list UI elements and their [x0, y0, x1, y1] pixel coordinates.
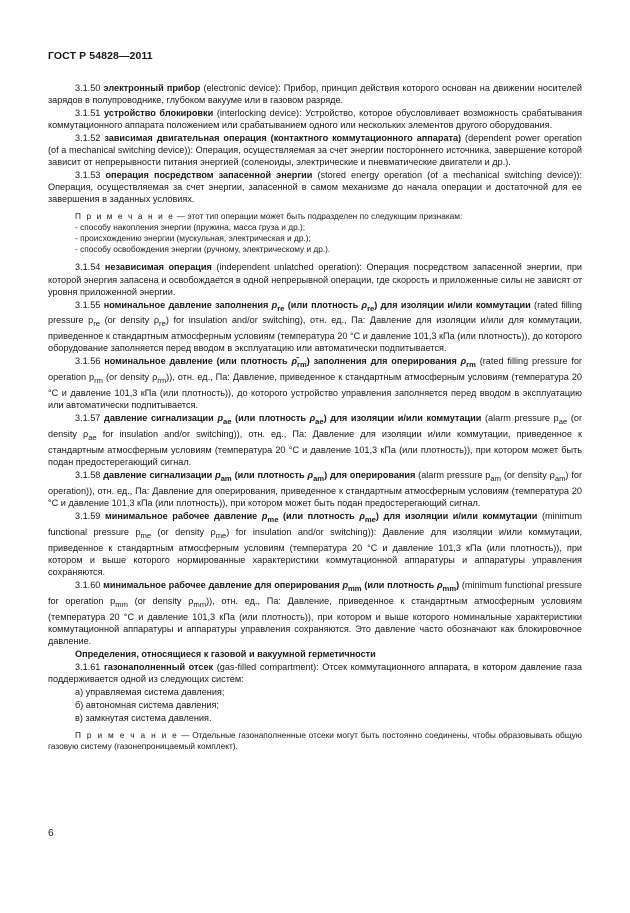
clause-3-1-54 [48, 261, 582, 297]
clause-text: (alarm pressure $p_{ae}$ (or density $\rho_{ae}$ for insulation and/or switching)), отн. ед., Па: Давление для изоляции и/или коммутации, приведенное к стандартным атмосферным условиям (температура 20 °С и давление 101,3 кПа (или плотность)), при котором может быть подан предостерегающий сигнал. [48, 413, 583, 468]
clause-term: операция посредством запасенной энергии [105, 170, 313, 181]
clause-term: газонаполненный отсек [103, 661, 214, 672]
note-text: — этот тип операции может быть подразделен по следующим признакам: [174, 211, 463, 222]
list-item: а) управляемая система давления; [75, 687, 225, 698]
clause-text: (dependent power operation (of a mechanical switching device)): Операция, осуществляемая за счет энергии постороннего источника, завершение которой зависит от непрерывности питания энергией (соленоиды, электрические и пневматические двигатели и др.). [48, 133, 583, 168]
document-header: ГОСТ Р 54828—2011 [48, 50, 153, 62]
clause-text: (minimum functional pressure $p_{me}$ (or density $\rho_{me}$) for insulation and/or switching)): Давление для изоляции и/или коммутации, приведенное к стандартным атмосферным условиям (температура 20 °С и давление 101,3 кПа (или плотность)), при котором и выше которого нормированные характеристики коммутационной аппаратуры и аппаратуры управления сохраняются. [48, 511, 582, 577]
clause-text: (independent unlatched operation): Операция посредством запасенной энергии, при которой энергия запасена и освобождается в одной непрерывной операции, где скорость и приложенные силы не зависят от уровня приложенной энергии. [48, 262, 582, 297]
clause-text: (gas-filled compartment): Отсек коммутационного аппарата, в котором давление газа поддерживается одной из следующих систем: [48, 661, 582, 684]
clause-text: (interlocking device): Устройство, которое обусловливает возможность срабатывания коммутационного аппарата положением или срабатыванием одного или нескольких элементов другого оборудования. [48, 108, 583, 131]
clause-term: устройство блокировки [104, 108, 214, 119]
note-label: П р и м е ч а н и е [75, 730, 179, 741]
clause-number: 3.1.59 [75, 511, 101, 522]
clause-3-1-51 [48, 107, 582, 131]
clause-term: электронный прибор [103, 83, 201, 93]
clause-number: 3.1.51 [75, 108, 101, 119]
clause-term: зависимая двигательная операция (контактного коммутационного аппарата) [104, 133, 462, 144]
page-number: 6 [48, 828, 54, 839]
clause-number: 3.1.53 [75, 170, 101, 181]
clause-3-1-59 [48, 510, 582, 578]
clause-term: минимальное рабочее давление для оперирования $p_{mm}$ (или плотность $\rho_{mm}$) [103, 580, 460, 593]
clause-text: (alarm pressure $p_{am}$ (or density $\rho_{am}$) for operation)), отн. ед., Па: Давление для оперирования, приведенное к стандартным атмосферным условиям (температура 20 °С и давление 101,3 кПа (или плотность)), при котором может быть подан предостерегающий сигнал. [48, 470, 582, 509]
note-list-item: - способу освобождения энергии (ручному, электрическому и др.). [75, 244, 331, 255]
clause-3-1-50 [48, 82, 582, 106]
clause-3-1-55 [48, 299, 582, 355]
clause-text: (minimum functional pressure for operation $p_{mm}$ (or density $\rho_{mm}$)), отн. ед., Па: Давление, приведенное к стандартным атмосферным условиям (температура 20 °С и давление 101,3 кПа (или плотность)), при котором и выше которого номинальные характеристики коммутационной аппаратуры и аппаратуры управления сохраняются. Это давление часто обозначают как блокировочное давление. [48, 580, 583, 646]
note-2 [48, 730, 582, 752]
clause-text: (stored energy operation (of a mechanical switching device)): Операция, осуществляемая за счет энергии, запасенной в самом механизме до начала операции и достаточной для ее завершения в заданных условиях. [48, 170, 582, 205]
clause-3-1-58 [48, 469, 582, 509]
clause-term: независимая операция [104, 262, 212, 273]
clause-term: давление сигнализации $p_{am}$ (или плотность $\rho_{am}$) для оперирования [103, 470, 416, 483]
clause-number: 3.1.55 [75, 299, 101, 310]
clause-3-1-57 [48, 412, 582, 468]
clause-3-1-56 [48, 355, 582, 411]
clause-number: 3.1.54 [75, 262, 101, 273]
clause-term: давление сигнализации $p_{ae}$ (или плотность $\rho_{ae}$) для изоляции и/или коммутации [104, 413, 482, 427]
clause-text: (rated filling pressure $p_{re}$ (or density $\rho_{re}$) for insulation and/or switching), отн. ед., Па: Давление для изоляции и/или для коммутации, приведенное к стандартным атмосферным условиям (температура 20 °С и давление 101,3 кПа (или плотность)), до которого оборудование заполняется перед вводом в эксплуатацию или автоматически подпитывается. [48, 299, 582, 354]
clause-3-1-53 [48, 169, 582, 205]
document-body [48, 82, 582, 758]
clause-number: 3.1.57 [75, 413, 101, 424]
clause-term: номинальное давление (или плотность $\rhō_{rm}$) заполнения для оперирования $\rho_{rm}$ [104, 356, 476, 370]
clause-3-1-52 [48, 132, 582, 168]
clause-number: 3.1.52 [75, 133, 101, 144]
clause-term: номинальное давление заполнения $p_{re}$ (или плотность $\rho_{re}$) для изоляции и/или коммутации [103, 299, 531, 313]
clause-text: (rated filling pressure for operation $p_{rm}$ (or density $\rho_{rm}$)), отн. ед., Па: Давление, приведенное к стандартным атмосферным условиям (температура 20 °С и давление 101,3 кПа (или плотность)), до которого устройство управления заполняется перед вводом в эксплуатацию или автоматически подпитывается. [48, 356, 582, 411]
clause-number: 3.1.58 [75, 470, 101, 481]
clause-3-1-61 [48, 661, 582, 685]
note-list-item: - происхождению энергии (мускульная, электрическая и др.); [75, 233, 311, 244]
note-line [48, 211, 582, 222]
clause-number: 3.1.60 [75, 580, 101, 590]
list-item: б) автономная система давления; [75, 700, 219, 711]
section-heading: Определения, относящиеся к газовой и вакуумной герметичности [75, 648, 376, 659]
note-line [48, 730, 582, 752]
note-text: — Отдельные газонаполненные отсеки могут быть постоянно соединены, чтобы образовывать общую газовую систему (газонепроницаемый комплект). [48, 730, 583, 752]
note-1 [48, 211, 582, 255]
note-list-item: - способу накопления энергии (пружина, масса груза и др.); [75, 222, 306, 233]
note-label: П р и м е ч а н и е [75, 211, 175, 222]
clause-number: 3.1.50 [75, 83, 101, 93]
clause-text: (electronic device): Прибор, принцип действия которого основан на движении носителей зарядов в полупроводнике, глубоком вакууме или в газовом разряде. [48, 83, 582, 106]
clause-number: 3.1.61 [75, 661, 101, 672]
clause-term: минимальное рабочее давление $p_{me}$ (или плотность $\rho_{me}$) для изоляции и/или коммутации [104, 511, 538, 524]
list-item: в) замкнутая система давления. [75, 713, 212, 724]
clause-number: 3.1.56 [75, 356, 101, 367]
clause-3-1-60 [48, 579, 582, 647]
